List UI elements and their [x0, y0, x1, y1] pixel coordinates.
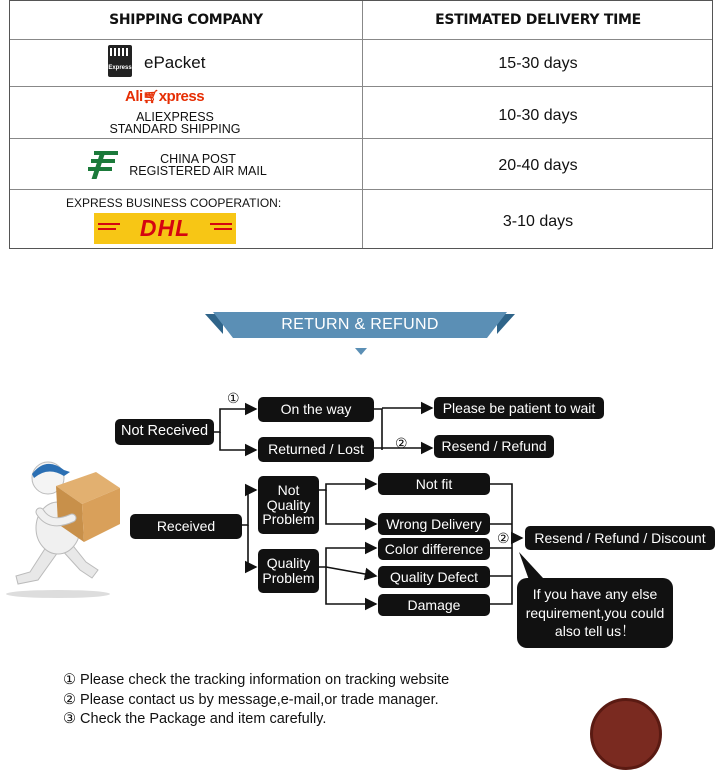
header-delivery-time: ESTIMATED DELIVERY TIME: [435, 12, 641, 28]
received-box: Received: [130, 514, 242, 539]
color-difference-box: Color difference: [378, 538, 490, 560]
step-marker-2b: ②: [497, 530, 510, 546]
note-1: ① Please check the tracking information on tracking website: [63, 672, 450, 688]
aliexpress-logo: Ali🛒︎xpress: [125, 88, 205, 105]
note-2: ② Please contact us by message,e-mail,or trade manager.: [63, 692, 439, 708]
resend-refund-box: Resend / Refund: [434, 435, 554, 458]
epacket-time: 15-30 days: [498, 55, 578, 72]
quality-defect-box: Quality Defect: [378, 566, 490, 588]
damage-box: Damage: [378, 594, 490, 616]
quality-problem-box: Quality Problem: [258, 549, 319, 593]
aliexpress-cart-icon: 🛒︎: [142, 89, 159, 104]
step-marker-2: ②: [395, 435, 408, 451]
china-post-time: 20-40 days: [498, 157, 578, 174]
wrong-delivery-box: Wrong Delivery: [378, 513, 490, 535]
shipping-table: [9, 0, 713, 249]
banner-title: RETURN & REFUND: [281, 316, 439, 333]
row-divider: [10, 39, 712, 40]
not-fit-box: Not fit: [378, 473, 490, 495]
express-cooperation-label: EXPRESS BUSINESS COOPERATION:: [66, 196, 282, 210]
decorative-seal-icon: [590, 698, 662, 770]
epacket-label: ePacket: [144, 53, 206, 72]
step-marker-1: ①: [227, 390, 240, 406]
dhl-logo: DHL: [94, 213, 236, 244]
returned-lost-box: Returned / Lost: [258, 437, 374, 462]
header-shipping-company: SHIPPING COMPANY: [109, 12, 263, 28]
aliexpress-label: ALIEXPRESS STANDARD SHIPPING: [109, 110, 241, 136]
row-divider: [10, 138, 712, 139]
aliexpress-time: 10-30 days: [498, 107, 578, 124]
be-patient-box: Please be patient to wait: [434, 397, 604, 419]
on-the-way-box: On the way: [258, 397, 374, 422]
epacket-logo-icon: Express: [108, 45, 132, 77]
row-divider: [10, 86, 712, 87]
row-divider: [10, 189, 712, 190]
china-post-label: CHINA POST REGISTERED AIR MAIL: [129, 152, 267, 178]
not-quality-problem-box: Not Quality Problem: [258, 476, 319, 534]
dhl-time: 3-10 days: [502, 213, 574, 230]
china-post-logo-icon: [88, 150, 120, 180]
note-3: ③ Check the Package and item carefully.: [63, 711, 327, 727]
not-received-box: Not Received: [115, 419, 214, 445]
resend-refund-discount-box: Resend / Refund / Discount: [525, 526, 715, 550]
speech-bubble: If you have any else requirement,you could also tell us！: [517, 578, 673, 648]
courier-figure-icon: [0, 452, 130, 600]
